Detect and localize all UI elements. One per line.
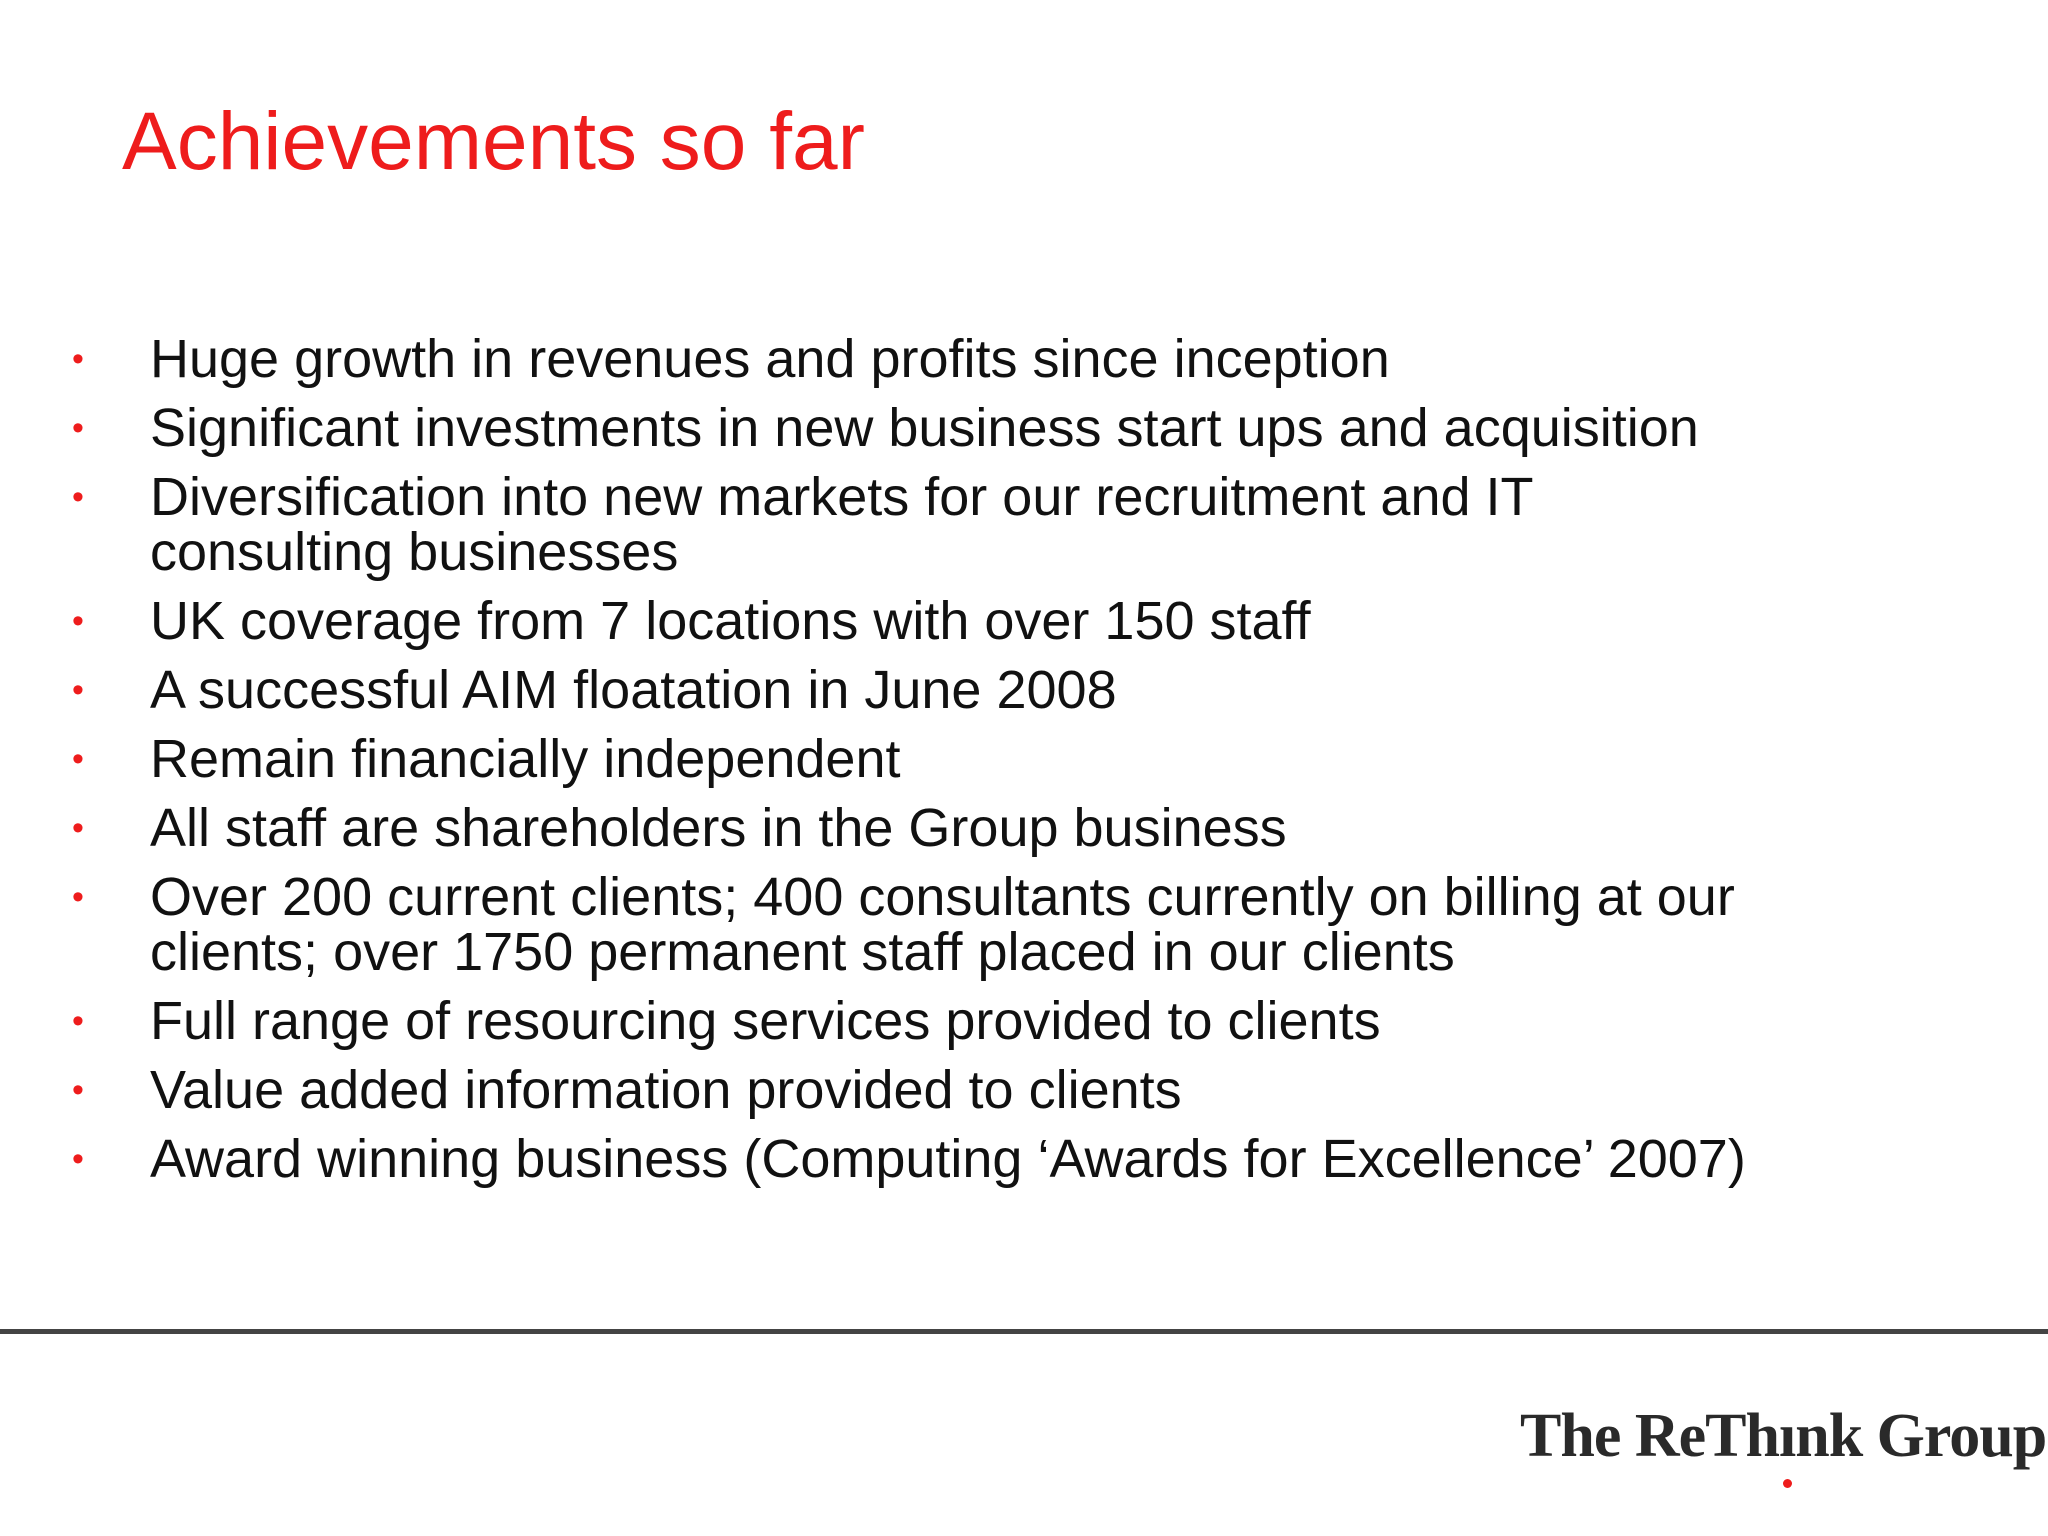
- bullet-dot: •: [72, 478, 84, 516]
- logo-i-letter: ı: [1779, 1401, 1795, 1472]
- bullet-text-line: Remain financially independent: [150, 729, 901, 789]
- bullet-item: [0, 991, 1950, 1051]
- logo-text-end: nk Group: [1795, 1401, 2047, 1470]
- bullet-text-line: Award winning business (Computing ‘Awards for Excellence’ 2007): [150, 1129, 1746, 1189]
- bullet-text-line: A successful AIM floatation in June 2008: [150, 660, 1117, 720]
- rethink-group-logo: [1520, 1395, 2046, 1477]
- bullet-dot: •: [72, 1140, 84, 1178]
- slide-title: Achievements so far: [122, 96, 865, 187]
- bullet-text-line: consulting businesses: [150, 522, 679, 582]
- bullet-item: [0, 798, 1950, 858]
- achievements-list: [0, 329, 1950, 1201]
- bullet-dot: •: [72, 878, 84, 916]
- bullet-item: [0, 729, 1950, 789]
- bullet-dot: •: [72, 671, 84, 709]
- logo-red-dot: [1783, 1479, 1792, 1488]
- bullet-dot: •: [72, 740, 84, 778]
- bullet-item: [0, 1060, 1950, 1120]
- bullet-text-line: UK coverage from 7 locations with over 150 staff: [150, 591, 1311, 651]
- bullet-text-line: Over 200 current clients; 400 consultants currently on billing at our: [150, 867, 1735, 927]
- bullet-item: [0, 591, 1950, 651]
- bullet-dot: •: [72, 602, 84, 640]
- bullet-dot: •: [72, 340, 84, 378]
- footer-divider: [0, 1329, 2048, 1334]
- bullet-item: [0, 398, 1950, 458]
- bullet-item: [0, 329, 1950, 389]
- logo-text-start: The ReTh: [1520, 1401, 1779, 1470]
- bullet-item: [0, 1129, 1950, 1189]
- bullet-item: [0, 660, 1950, 720]
- bullet-text-line: Significant investments in new business start ups and acquisition: [150, 398, 1699, 458]
- bullet-dot: •: [72, 809, 84, 847]
- bullet-text-line: Huge growth in revenues and profits since inception: [150, 329, 1390, 389]
- bullet-text-line: Value added information provided to clients: [150, 1060, 1182, 1120]
- bullet-item: [0, 467, 1950, 582]
- bullet-dot: •: [72, 1071, 84, 1109]
- bullet-dot: •: [72, 409, 84, 447]
- bullet-text-line: Diversification into new markets for our recruitment and IT: [150, 467, 1534, 527]
- bullet-text-line: clients; over 1750 permanent staff placed in our clients: [150, 922, 1455, 982]
- bullet-text-line: Full range of resourcing services provided to clients: [150, 991, 1381, 1051]
- bullet-text-line: All staff are shareholders in the Group business: [150, 798, 1287, 858]
- bullet-item: [0, 867, 1950, 982]
- bullet-dot: •: [72, 1002, 84, 1040]
